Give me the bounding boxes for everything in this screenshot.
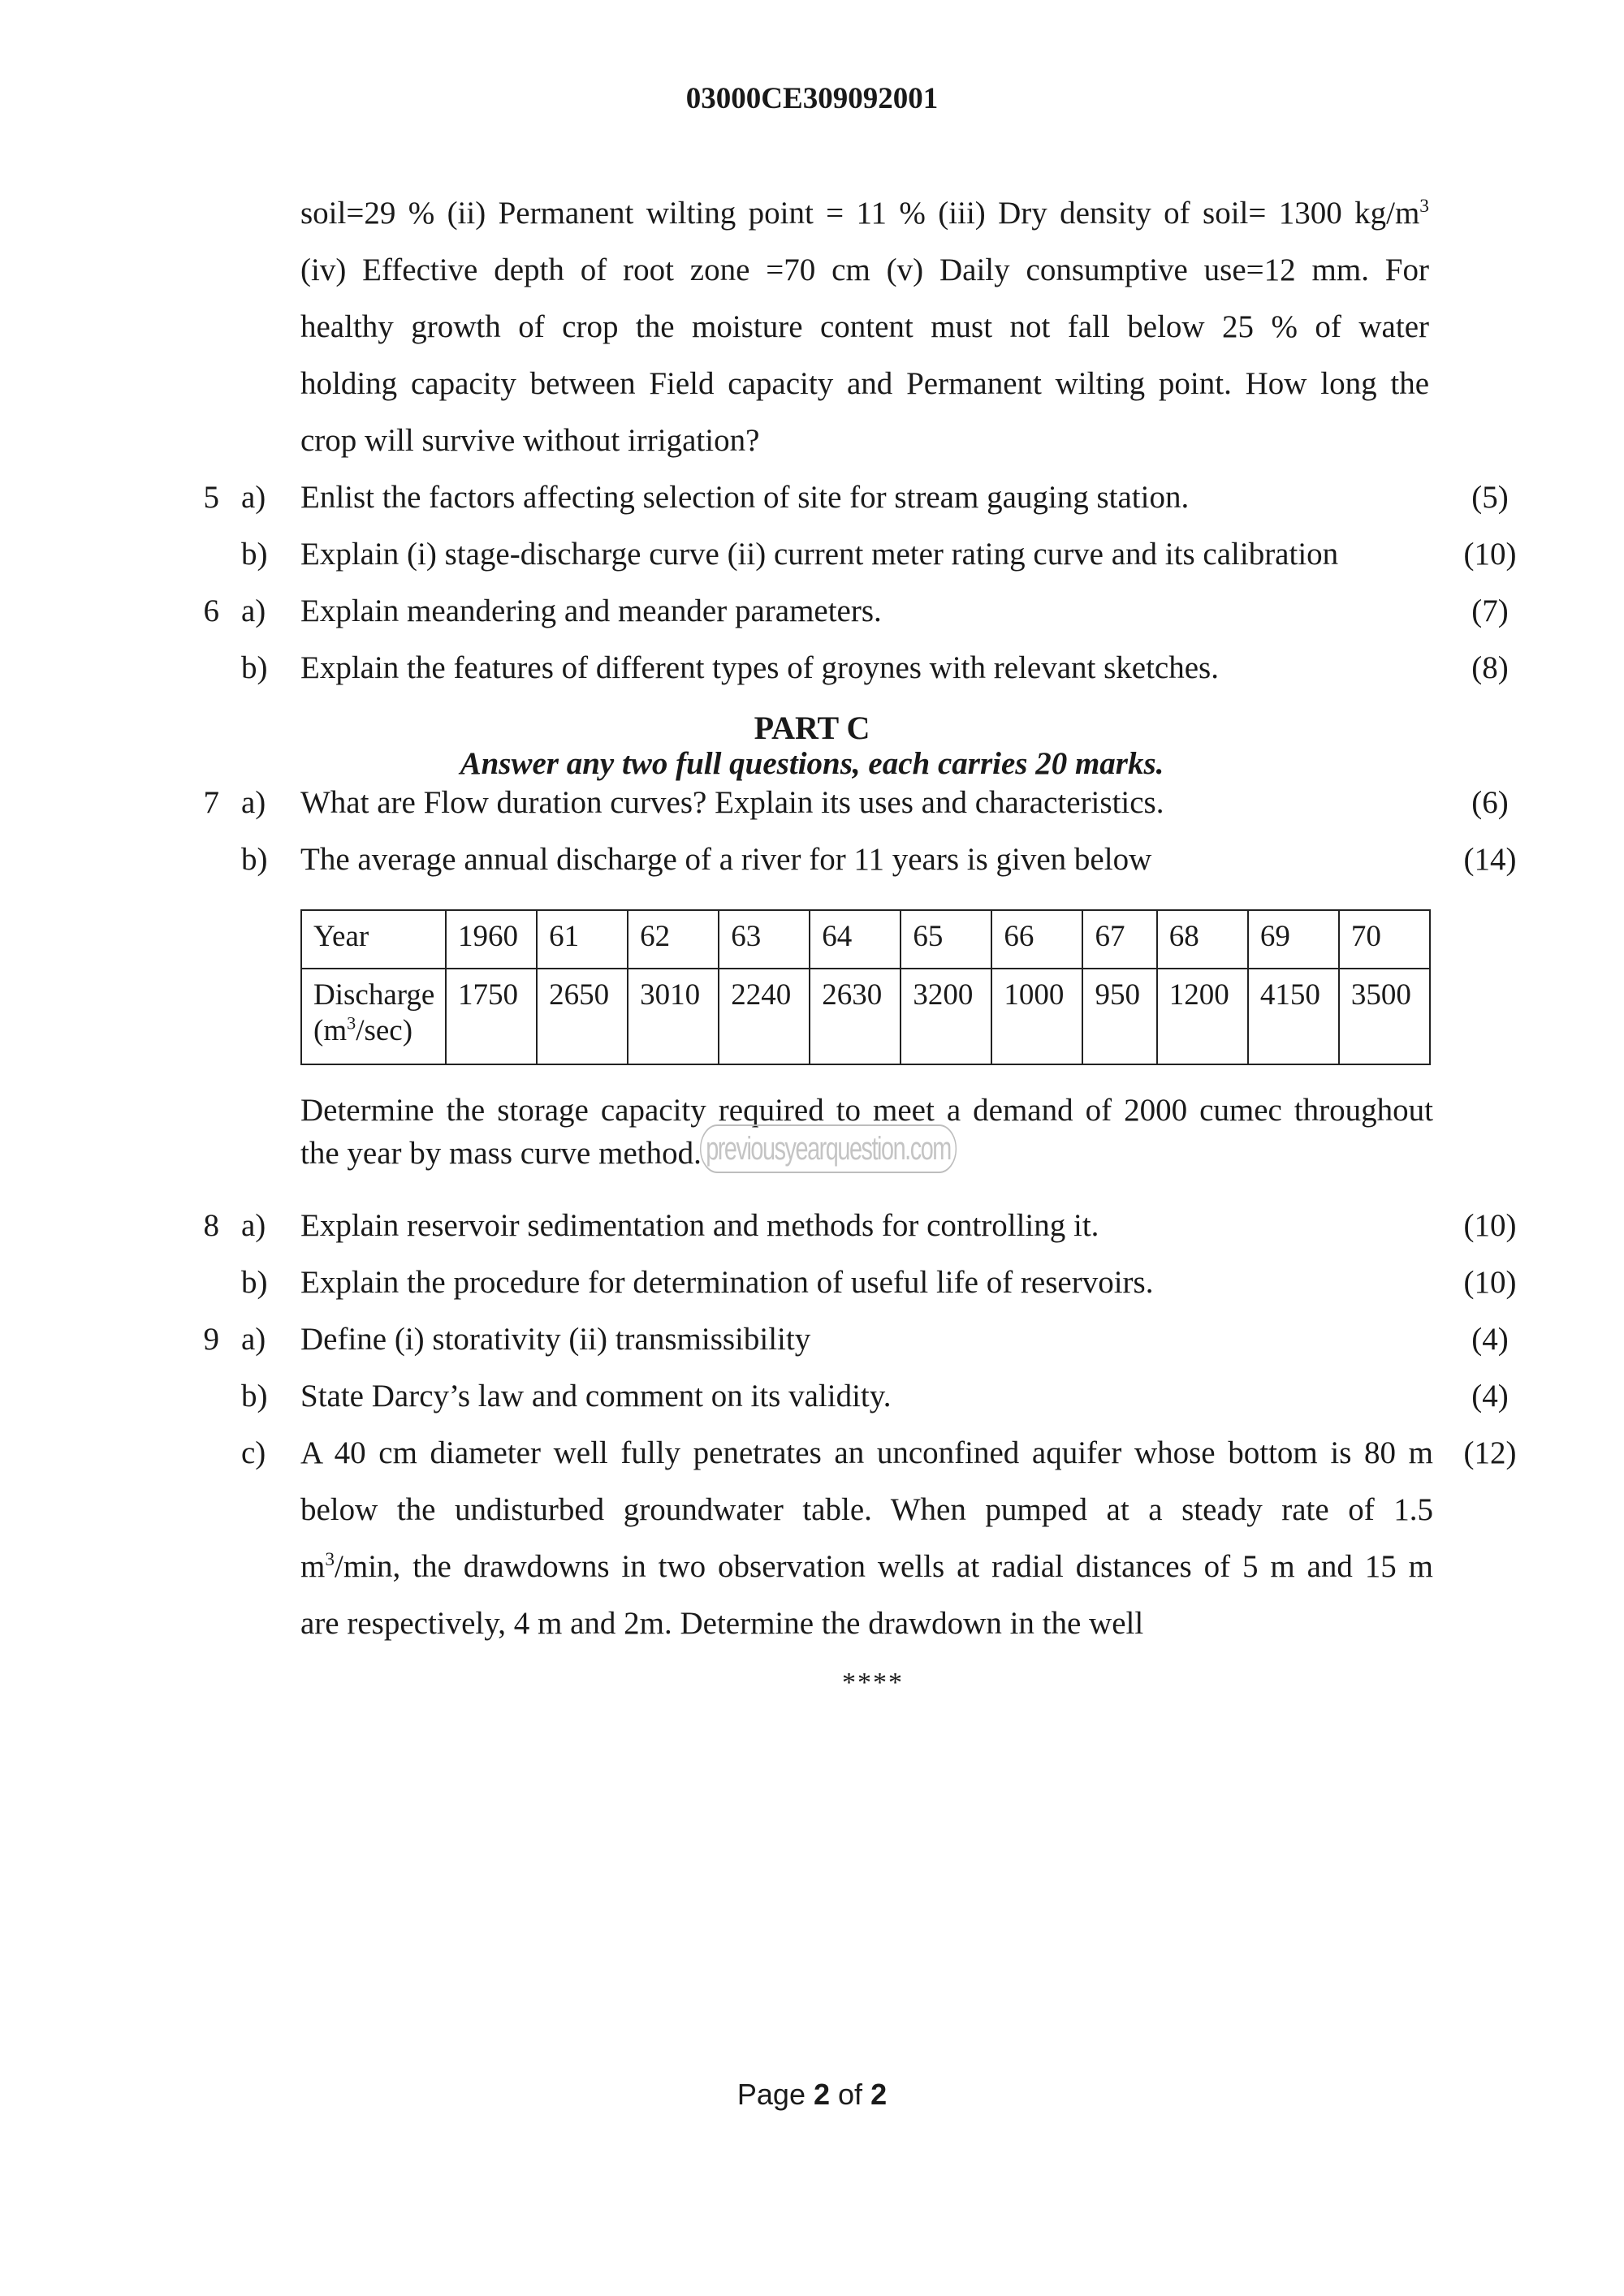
- end-of-paper-mark: ****: [842, 1668, 904, 1698]
- page-number: 2: [813, 2078, 831, 2111]
- table-cell-year: 61: [537, 910, 628, 969]
- table-row-year: [301, 910, 1430, 969]
- question-text: Explain reservoir sedimentation and methods for controlling it.: [300, 1208, 1099, 1243]
- page-footer: [0, 2077, 1624, 2112]
- question-part: a): [241, 1322, 266, 1357]
- table-row-discharge: [301, 969, 1430, 1064]
- table-cell-year: 69: [1248, 910, 1339, 969]
- question-part: b): [241, 1379, 268, 1413]
- table-cell-year: 70: [1339, 910, 1430, 969]
- table-cell-year: 1960: [446, 910, 537, 969]
- part-c-title: PART C: [754, 710, 870, 746]
- table-cell-discharge: 2240: [719, 969, 810, 1064]
- q4-line-1: soil=29 % (ii) Permanent wilting point = 11 % (iii) Dry density of soil= 1300 $kg/m^3$: [300, 196, 1429, 231]
- table-cell-discharge: 1200: [1157, 969, 1248, 1064]
- question-number: 7: [203, 785, 219, 820]
- question-text: Define (i) storativity (ii) transmissibility: [300, 1322, 811, 1357]
- question-marks: (14): [1463, 842, 1517, 877]
- table-cell-discharge: 4150: [1248, 969, 1339, 1064]
- q9c-line-1: A 40 cm diameter well fully penetrates an unconfined aquifer whose bottom is 80 m: [300, 1435, 1433, 1470]
- question-text: Explain (i) stage-discharge curve (ii) current meter rating curve and its calibration: [300, 537, 1339, 572]
- q9c-line-2: below the undisturbed groundwater table. When pumped at a steady rate of 1.5: [300, 1492, 1433, 1527]
- discharge-table: [300, 909, 1431, 1065]
- q4-line-3: healthy growth of crop the moisture content must not fall below 25 % of water: [300, 309, 1429, 344]
- question-number: 6: [203, 593, 219, 628]
- of-label: of: [838, 2078, 863, 2111]
- table-cell-discharge: 2630: [810, 969, 901, 1064]
- page-label: Page: [736, 2078, 806, 2111]
- question-paper-code: 03000CE309092001: [685, 82, 939, 115]
- question-part: a): [241, 785, 266, 820]
- question-number: 5: [203, 480, 219, 515]
- question-part: a): [241, 593, 266, 628]
- table-cell-year: 66: [991, 910, 1082, 969]
- q9c-line-4: are respectively, 4 m and 2m. Determine the drawdown in the well: [300, 1606, 1144, 1641]
- discharge-label: Discharge: [313, 978, 435, 1012]
- question-part: b): [241, 842, 268, 877]
- table-cell-year: 64: [810, 910, 901, 969]
- question-marks: (12): [1463, 1435, 1517, 1470]
- question-number: 8: [203, 1208, 219, 1243]
- question-part: b): [241, 650, 268, 685]
- question-part: a): [241, 1208, 266, 1243]
- question-part: c): [241, 1435, 266, 1470]
- question-marks: (7): [1471, 593, 1509, 628]
- table-cell-year: 65: [901, 910, 991, 969]
- q9c-line-3: $m^3/\min$, the drawdowns in two observation wells at radial distances of 5 m and 15 m: [300, 1549, 1433, 1584]
- table-cell-discharge: 1000: [991, 969, 1082, 1064]
- question-marks: (6): [1471, 785, 1509, 820]
- watermark: previousyearquestion.com: [700, 1124, 957, 1173]
- q4-line-4: holding capacity between Field capacity and Permanent wilting point. How long the: [300, 366, 1429, 401]
- table-cell-discharge: 3010: [628, 969, 719, 1064]
- table-cell-discharge: 3200: [901, 969, 991, 1064]
- question-marks: (4): [1471, 1322, 1509, 1357]
- q7b-continuation-line-1: Determine the storage capacity required to meet a demand of 2000 cumec throughout: [300, 1093, 1433, 1128]
- table-row-label: [301, 969, 446, 1064]
- question-marks: (4): [1471, 1379, 1509, 1413]
- part-c-instruction: Answer any two full questions, each carries 20 marks.: [460, 746, 1164, 781]
- question-marks: (10): [1463, 1208, 1517, 1243]
- question-text: State Darcy’s law and comment on its validity.: [300, 1379, 892, 1413]
- question-part: a): [241, 480, 266, 515]
- table-cell-discharge: 2650: [537, 969, 628, 1064]
- table-cell-discharge: 1750: [446, 969, 537, 1064]
- question-marks: (8): [1471, 650, 1509, 685]
- table-cell-year: 63: [719, 910, 810, 969]
- question-text: What are Flow duration curves? Explain its uses and characteristics.: [300, 785, 1164, 820]
- table-cell-discharge: 3500: [1339, 969, 1430, 1064]
- discharge-unit: $(m^3/\sec)$: [313, 1013, 413, 1048]
- question-marks: (5): [1471, 480, 1509, 515]
- question-part: b): [241, 537, 268, 572]
- table-cell-year: 68: [1157, 910, 1248, 969]
- table-cell-discharge: 950: [1082, 969, 1156, 1064]
- question-marks: (10): [1463, 1265, 1517, 1300]
- q7b-continuation-line-2: the year by mass curve method.: [300, 1136, 702, 1171]
- question-number: 9: [203, 1322, 219, 1357]
- question-marks: (10): [1463, 537, 1517, 572]
- table-cell-year: 62: [628, 910, 719, 969]
- table-cell-year: 67: [1082, 910, 1156, 969]
- page-total: 2: [870, 2078, 888, 2111]
- question-part: b): [241, 1265, 268, 1300]
- q4-line-2: (iv) Effective depth of root zone =70 cm (v) Daily consumptive use=12 mm. For: [300, 252, 1429, 287]
- q4-line-5: crop will survive without irrigation?: [300, 423, 760, 458]
- question-text: The average annual discharge of a river for 11 years is given below: [300, 842, 1152, 877]
- question-text: Enlist the factors affecting selection of site for stream gauging station.: [300, 480, 1190, 515]
- table-row-label: Year: [301, 910, 446, 969]
- question-text: Explain the procedure for determination of useful life of reservoirs.: [300, 1265, 1154, 1300]
- question-text: Explain the features of different types of groynes with relevant sketches.: [300, 650, 1219, 685]
- question-text: Explain meandering and meander parameters.: [300, 593, 882, 628]
